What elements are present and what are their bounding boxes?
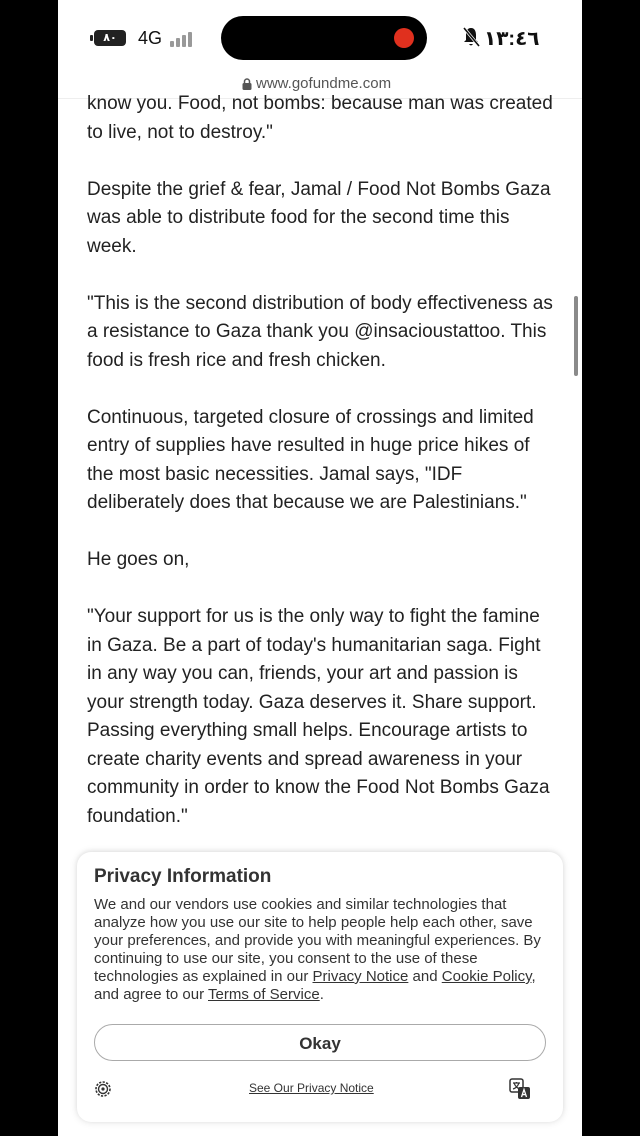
cookie-policy-link[interactable]: Cookie Policy <box>441 968 532 985</box>
privacy-gear-icon[interactable] <box>94 1080 112 1098</box>
battery-cap <box>90 35 93 41</box>
period-text: . <box>319 986 324 1003</box>
url-text[interactable]: www.gofundme.com <box>256 75 392 92</box>
privacy-dialog <box>77 852 563 1122</box>
article-paragraph: He goes on, <box>87 549 190 570</box>
article-body <box>87 90 557 860</box>
article-paragraph: "This is the second distribution of body effectiveness as a resistance to Gaza thank you @insacioustattoo. This food is fresh rice and fresh chicken. <box>87 292 553 371</box>
terms-of-service-link[interactable]: Terms of Service <box>208 986 320 1003</box>
recording-indicator <box>394 28 414 48</box>
and-text: and <box>412 968 438 985</box>
privacy-body-text: We and our vendors use cookies and similar technologies that analyze how you use our site to help people help each other, save your preferences, and provide you with meaningful experiences. By continuing to use our site, you consent to the use of these technologies as explained in our <box>94 896 541 985</box>
article-paragraph: "Your support for us is the only way to fight the famine in Gaza. Be a part of today's humanitarian saga. Fight in any way you can, friends, your art and passion is your strength today. Gaza deserves it. Share support. Passing everything small helps. Encourage artists to create charity events and spread awareness in your community in order to know the Food Not Bombs Gaza foundation." <box>87 606 550 827</box>
article-paragraph: Continuous, targeted closure of crossings and limited entry of supplies have resulted in huge price hikes of the most basic necessities. Jamal says, "IDF deliberately does that because we are Palestinians." <box>87 406 534 513</box>
okay-button[interactable]: Okay <box>94 1024 546 1061</box>
see-privacy-notice-link[interactable]: See Our Privacy Notice <box>249 1081 374 1095</box>
signal-icon <box>170 30 192 47</box>
privacy-title: Privacy Information <box>94 866 272 887</box>
status-time: ١٣:٤٦ <box>484 28 540 50</box>
article-paragraph: know you. Food, not bombs: because man was created to live, not to destroy." <box>87 93 553 143</box>
scrollbar[interactable] <box>574 296 578 376</box>
article-paragraph: Despite the grief & fear, Jamal / Food Not Bombs Gaza was able to distribute food for the second time this week. <box>87 178 551 257</box>
privacy-notice-link[interactable]: Privacy Notice <box>312 968 409 985</box>
translate-icon[interactable] <box>509 1078 531 1100</box>
mute-bell-icon <box>462 26 480 48</box>
lock-icon <box>241 78 253 90</box>
status-bar <box>58 0 582 72</box>
network-type: 4G <box>138 28 163 48</box>
phone-screen <box>58 0 582 1136</box>
privacy-body <box>94 896 554 1004</box>
battery-icon: ٨٠ <box>94 30 126 46</box>
agree-text: , and agree to our <box>94 968 536 1003</box>
